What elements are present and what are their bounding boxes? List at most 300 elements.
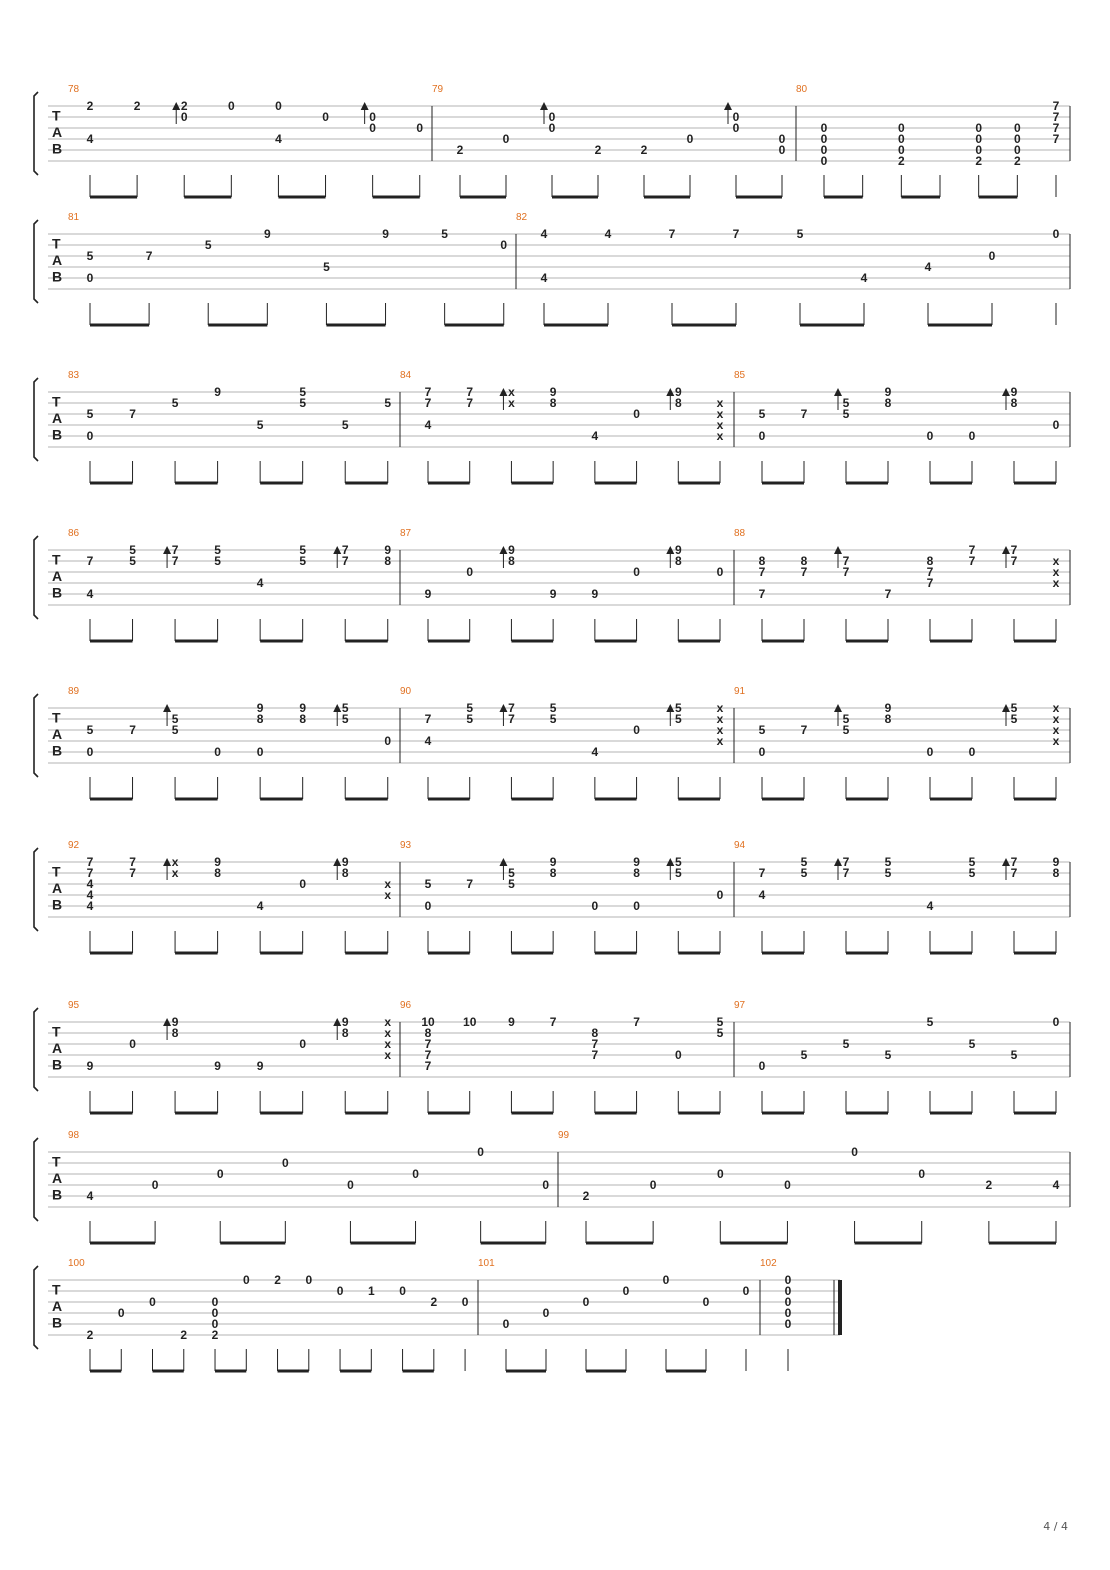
fret-number: 0: [86, 429, 94, 443]
fret-number: 8: [214, 866, 221, 880]
measure: [734, 686, 1060, 799]
measure-number: 78: [68, 84, 80, 95]
measure-number: 101: [478, 1258, 495, 1269]
fret-number: 9: [171, 1015, 179, 1029]
fret-number: 0: [926, 745, 934, 759]
tab-clef-letter: A: [52, 567, 63, 584]
fret-number: 7: [842, 554, 850, 568]
fret-number: 5: [674, 712, 682, 726]
fret-number: 5: [842, 712, 850, 726]
fret-number: 4: [591, 429, 599, 443]
fret-number: 9: [549, 855, 557, 869]
fret-number: 8: [341, 1026, 349, 1040]
fret-number: 9: [424, 587, 432, 601]
fret-number: 5: [171, 396, 179, 410]
tab-system: [34, 686, 1070, 799]
fret-number: 9: [341, 1015, 349, 1029]
fret-number: 9: [382, 227, 389, 241]
fret-number: 0: [674, 1048, 682, 1062]
measure: [400, 370, 724, 483]
fret-number: x: [1052, 576, 1060, 590]
fret-number: 5: [800, 1048, 808, 1062]
tab-system: [34, 370, 1070, 483]
fret-number: 0: [281, 1156, 289, 1170]
fret-number: 2: [86, 1328, 94, 1342]
fret-number: 2: [274, 1273, 281, 1287]
measure-number: 79: [432, 84, 444, 95]
fret-number: 0: [975, 143, 983, 157]
measure-number: 97: [734, 1000, 746, 1011]
tab-system: [34, 840, 1070, 953]
system-bracket: [34, 694, 38, 777]
fret-number: 0: [897, 143, 905, 157]
measure-number: 98: [68, 1130, 80, 1141]
fret-number: 7: [466, 877, 474, 891]
fret-number: 9: [674, 385, 682, 399]
fret-number: 0: [216, 1167, 224, 1181]
fret-number: 7: [1010, 866, 1018, 880]
fret-number: 0: [117, 1306, 125, 1320]
fret-number: 5: [968, 866, 976, 880]
fret-number: 5: [968, 855, 976, 869]
fret-number: 4: [86, 587, 94, 601]
fret-number: 0: [369, 121, 376, 135]
fret-number: 4: [86, 899, 94, 913]
fret-number: 7: [86, 866, 94, 880]
fret-number: x: [716, 407, 724, 421]
fret-number: 7: [842, 565, 850, 579]
fret-number: 7: [424, 1037, 432, 1051]
system-bracket: [34, 220, 38, 303]
fret-number: x: [716, 429, 724, 443]
fret-number: x: [1052, 565, 1060, 579]
fret-number: 0: [227, 99, 235, 113]
fret-number: 7: [341, 554, 349, 568]
measure: [734, 528, 1060, 641]
fret-number: 0: [633, 899, 640, 913]
fret-number: 9: [884, 701, 892, 715]
fret-number: 8: [1052, 866, 1060, 880]
fret-number: 7: [633, 1015, 640, 1029]
fret-number: 2: [582, 1189, 590, 1203]
tab-clef-letter: B: [52, 742, 63, 759]
fret-number: 7: [508, 712, 515, 726]
tab-clef-letter: T: [52, 1281, 61, 1298]
fret-number: 5: [204, 238, 212, 252]
fret-number: 4: [591, 745, 599, 759]
fret-number: x: [716, 396, 724, 410]
measure-number: 94: [734, 840, 746, 851]
fret-number: 0: [820, 143, 828, 157]
measure-number: 87: [400, 528, 412, 539]
fret-number: 5: [299, 554, 307, 568]
fret-number: 5: [1010, 712, 1018, 726]
fret-number: 0: [211, 1306, 219, 1320]
fret-number: 0: [500, 238, 508, 252]
fret-number: 5: [968, 1037, 976, 1051]
fret-number: 0: [649, 1178, 657, 1192]
fret-number: 0: [384, 734, 392, 748]
system-bracket: [34, 1266, 38, 1349]
fret-number: 0: [275, 99, 282, 113]
fret-number: 0: [758, 745, 766, 759]
fret-number: 0: [1013, 132, 1021, 146]
fret-number: 0: [716, 888, 724, 902]
fret-number: x: [716, 418, 724, 432]
fret-number: 4: [424, 418, 432, 432]
fret-number: x: [384, 1015, 392, 1029]
fret-number: x: [508, 385, 515, 399]
measure: [558, 1130, 1060, 1243]
tab-clef-letter: B: [52, 140, 63, 157]
fret-number: 0: [975, 121, 983, 135]
fret-number: x: [508, 396, 515, 410]
fret-number: 5: [214, 554, 221, 568]
fret-number: 7: [86, 855, 94, 869]
tab-clef-letter: B: [52, 1186, 63, 1203]
fret-number: 0: [399, 1284, 406, 1298]
measure: [68, 1130, 549, 1243]
fret-number: 0: [732, 121, 740, 135]
fret-number: 8: [384, 554, 392, 568]
fret-number: 5: [758, 723, 766, 737]
fret-number: 7: [145, 249, 153, 263]
fret-number: 0: [180, 110, 188, 124]
tab-system: [34, 528, 1070, 641]
fret-number: 7: [424, 712, 432, 726]
fret-number: x: [384, 1026, 392, 1040]
fret-number: x: [384, 1048, 392, 1062]
fret-number: 4: [604, 227, 612, 241]
fret-number: 7: [1010, 855, 1018, 869]
fret-number: 5: [674, 855, 682, 869]
tab-system: [34, 84, 1070, 197]
fret-number: 0: [299, 1037, 307, 1051]
fret-number: 5: [884, 866, 892, 880]
fret-number: 8: [674, 554, 682, 568]
fret-number: 2: [180, 1328, 188, 1342]
fret-number: 5: [674, 866, 682, 880]
fret-number: 7: [129, 723, 136, 737]
tab-clef-letter: T: [52, 709, 61, 726]
fret-number: 2: [975, 154, 983, 168]
fret-number: 0: [851, 1145, 858, 1159]
fret-number: 7: [668, 227, 676, 241]
fret-number: 5: [549, 701, 557, 715]
fret-number: 5: [171, 712, 179, 726]
fret-number: 0: [897, 132, 905, 146]
system-bracket: [34, 1008, 38, 1091]
fret-number: 8: [633, 866, 640, 880]
fret-number: 0: [1052, 1015, 1060, 1029]
fret-number: 2: [594, 143, 602, 157]
fret-number: 2: [133, 99, 141, 113]
fret-number: 4: [275, 132, 282, 146]
fret-number: 5: [466, 701, 474, 715]
fret-number: 9: [263, 227, 271, 241]
fret-number: 8: [549, 396, 557, 410]
fret-number: 7: [1052, 121, 1060, 135]
measure-number: 82: [516, 212, 528, 223]
measure-number: 84: [400, 370, 412, 381]
fret-number: x: [1052, 723, 1060, 737]
tab-clef-letter: A: [52, 1169, 63, 1186]
fret-number: 9: [214, 385, 221, 399]
tab-system: [34, 1130, 1070, 1243]
system-bracket: [34, 1138, 38, 1221]
fret-number: 5: [299, 543, 307, 557]
fret-number: 7: [171, 543, 179, 557]
fret-number: 0: [784, 1273, 792, 1287]
fret-number: 5: [716, 1015, 724, 1029]
fret-number: x: [384, 888, 392, 902]
measure: [68, 686, 391, 799]
fret-number: 9: [299, 701, 307, 715]
fret-number: 7: [968, 554, 976, 568]
tab-clef-letter: A: [52, 725, 63, 742]
measure-number: 89: [68, 686, 80, 697]
fret-number: 5: [129, 543, 136, 557]
measure: [68, 1000, 391, 1113]
fret-number: 9: [214, 855, 221, 869]
measure: [68, 370, 391, 483]
fret-number: 5: [86, 407, 94, 421]
fret-number: x: [171, 866, 179, 880]
measure: [478, 1258, 750, 1371]
fret-number: 0: [502, 132, 510, 146]
fret-number: 7: [86, 554, 94, 568]
fret-number: 8: [674, 396, 682, 410]
fret-number: 0: [784, 1295, 792, 1309]
fret-number: 5: [341, 418, 349, 432]
fret-number: 5: [549, 712, 557, 726]
fret-number: 0: [214, 745, 221, 759]
fret-number: 5: [800, 855, 808, 869]
fret-number: 7: [732, 227, 740, 241]
fret-number: 5: [384, 396, 392, 410]
fret-number: 0: [86, 271, 94, 285]
fret-number: 5: [508, 866, 515, 880]
fret-number: 0: [732, 110, 740, 124]
tab-clef-letter: B: [52, 426, 63, 443]
fret-number: 0: [686, 132, 694, 146]
fret-number: 4: [758, 888, 766, 902]
fret-number: 2: [1013, 154, 1021, 168]
fret-number: 7: [171, 554, 179, 568]
fret-number: 0: [702, 1295, 710, 1309]
fret-number: 0: [211, 1295, 219, 1309]
fret-number: x: [1052, 734, 1060, 748]
fret-number: 0: [548, 121, 556, 135]
fret-number: 0: [466, 565, 474, 579]
fret-number: 0: [968, 745, 976, 759]
fret-number: 0: [784, 1284, 792, 1298]
fret-number: 2: [897, 154, 905, 168]
fret-number: 0: [1013, 143, 1021, 157]
fret-number: 7: [758, 587, 766, 601]
fret-number: 0: [86, 745, 94, 759]
fret-number: 2: [985, 1178, 993, 1192]
tab-clef-letter: A: [52, 1297, 63, 1314]
fret-number: 5: [341, 701, 349, 715]
fret-number: 8: [508, 554, 515, 568]
fret-number: 0: [591, 899, 599, 913]
fret-number: 4: [256, 576, 264, 590]
fret-number: 0: [322, 110, 329, 124]
tab-clef-letter: A: [52, 1039, 63, 1056]
fret-number: x: [716, 734, 724, 748]
fret-number: 5: [674, 701, 682, 715]
fret-number: 0: [758, 1059, 766, 1073]
measure: [760, 1258, 792, 1371]
fret-number: 7: [508, 701, 515, 715]
fret-number: 0: [820, 154, 828, 168]
fret-number: 7: [466, 385, 474, 399]
fret-number: 7: [591, 1037, 599, 1051]
fret-number: 0: [347, 1178, 354, 1192]
fret-number: 8: [591, 1026, 599, 1040]
fret-number: 10: [463, 1015, 477, 1029]
fret-number: 9: [591, 587, 599, 601]
fret-number: 7: [549, 1015, 557, 1029]
fret-number: 8: [884, 396, 892, 410]
fret-number: 2: [640, 143, 648, 157]
fret-number: 5: [441, 227, 448, 241]
fret-number: 0: [988, 249, 996, 263]
fret-number: 7: [129, 866, 136, 880]
tab-clef-letter: T: [52, 551, 61, 568]
measure-number: 102: [760, 1258, 777, 1269]
tab-clef-letter: T: [52, 1023, 61, 1040]
fret-number: 5: [796, 227, 804, 241]
fret-number: 8: [884, 712, 892, 726]
fret-number: 9: [256, 1059, 264, 1073]
fret-number: 9: [633, 855, 640, 869]
fret-number: 0: [151, 1178, 159, 1192]
measure: [796, 84, 1060, 197]
measure: [400, 840, 724, 953]
fret-number: 0: [784, 1178, 791, 1192]
measure: [68, 1258, 469, 1371]
fret-number: x: [1052, 712, 1060, 726]
fret-number: 9: [884, 385, 892, 399]
tab-clef-letter: T: [52, 107, 61, 124]
tab-clef-letter: B: [52, 896, 63, 913]
fret-number: 5: [926, 1015, 934, 1029]
fret-number: 5: [299, 385, 307, 399]
fret-number: 8: [926, 554, 934, 568]
fret-number: x: [171, 855, 179, 869]
fret-number: 9: [549, 385, 557, 399]
fret-number: 9: [674, 543, 682, 557]
fret-number: 0: [502, 1317, 510, 1331]
tab-clef-letter: A: [52, 123, 63, 140]
fret-number: 0: [784, 1306, 792, 1320]
fret-number: 7: [800, 565, 808, 579]
fret-number: 0: [784, 1317, 792, 1331]
tab-system: [34, 1258, 840, 1371]
fret-number: 7: [1010, 554, 1018, 568]
fret-number: 9: [508, 543, 515, 557]
fret-number: 7: [341, 543, 349, 557]
fret-number: 5: [842, 396, 850, 410]
fret-number: 5: [884, 1048, 892, 1062]
measure: [68, 212, 507, 325]
fret-number: 5: [800, 866, 808, 880]
fret-number: 7: [424, 385, 432, 399]
fret-number: 0: [968, 429, 976, 443]
fret-number: 7: [129, 407, 136, 421]
system-bracket: [34, 378, 38, 461]
measure-number: 83: [68, 370, 80, 381]
fret-number: 5: [466, 712, 474, 726]
fret-number: 9: [1010, 385, 1018, 399]
measure-number: 80: [796, 84, 808, 95]
measure: [734, 1000, 1060, 1113]
fret-number: 0: [211, 1317, 219, 1331]
fret-number: 7: [591, 1048, 599, 1062]
fret-number: 0: [305, 1273, 313, 1287]
measure: [734, 840, 1060, 953]
fret-number: 0: [412, 1167, 419, 1181]
measure: [432, 84, 786, 197]
fret-number: 2: [180, 99, 188, 113]
fret-number: 7: [758, 565, 766, 579]
fret-number: 4: [924, 260, 932, 274]
fret-number: 4: [86, 132, 94, 146]
fret-number: 0: [918, 1167, 926, 1181]
fret-number: 5: [1010, 1048, 1018, 1062]
measure-number: 81: [68, 212, 80, 223]
fret-number: 0: [716, 565, 724, 579]
fret-number: 2: [86, 99, 94, 113]
fret-number: 0: [461, 1295, 469, 1309]
measure-number: 100: [68, 1258, 85, 1269]
fret-number: 5: [842, 1037, 850, 1051]
fret-number: 4: [424, 734, 432, 748]
fret-number: 7: [1052, 99, 1060, 113]
measure-number: 91: [734, 686, 746, 697]
measure-number: 88: [734, 528, 746, 539]
fret-number: 8: [758, 554, 766, 568]
fret-number: x: [716, 712, 724, 726]
fret-number: 0: [256, 745, 264, 759]
fret-number: 0: [926, 429, 934, 443]
tab-system: [34, 1000, 1070, 1113]
fret-number: x: [716, 723, 724, 737]
fret-number: 0: [582, 1295, 590, 1309]
fret-number: 0: [622, 1284, 630, 1298]
fret-number: 8: [549, 866, 557, 880]
measure-number: 90: [400, 686, 412, 697]
fret-number: 8: [256, 712, 264, 726]
system-bracket: [34, 848, 38, 931]
fret-number: x: [1052, 701, 1060, 715]
fret-number: 5: [341, 712, 349, 726]
tab-clef-letter: A: [52, 409, 63, 426]
fret-number: 7: [1052, 110, 1060, 124]
fret-number: 0: [758, 429, 766, 443]
fret-number: x: [1052, 554, 1060, 568]
fret-number: 9: [508, 1015, 515, 1029]
fret-number: 5: [171, 723, 179, 737]
fret-number: 0: [542, 1178, 550, 1192]
fret-number: 0: [820, 132, 828, 146]
fret-number: 10: [421, 1015, 435, 1029]
fret-number: 0: [542, 1306, 550, 1320]
measure: [734, 370, 1060, 483]
fret-number: 5: [884, 855, 892, 869]
